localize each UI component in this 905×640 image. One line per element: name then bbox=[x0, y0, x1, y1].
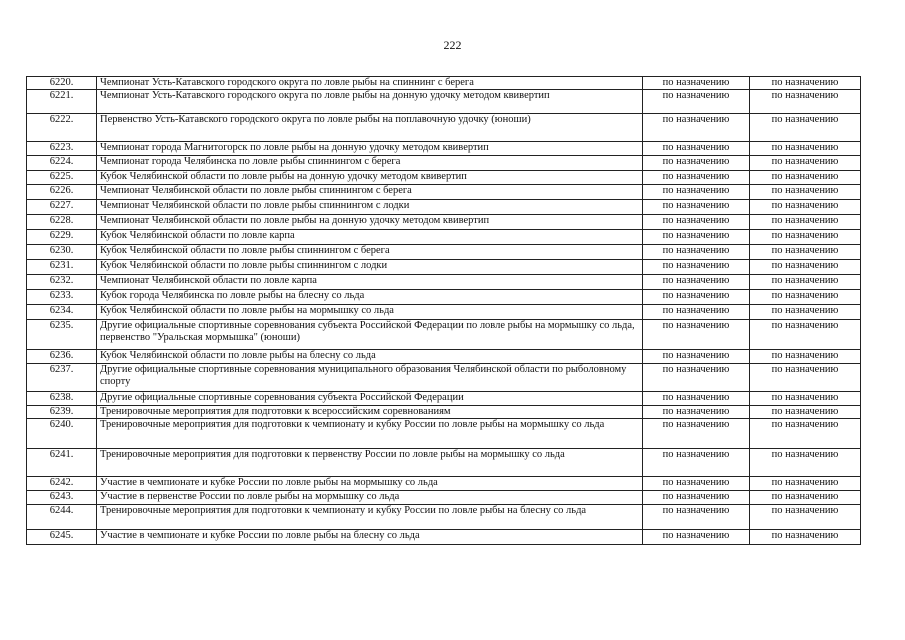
value-col1: по назначению bbox=[643, 142, 750, 156]
table-row bbox=[27, 406, 861, 419]
event-name: Тренировочные мероприятия для подготовки к чемпионату и кубку России по ловле рыбы на блесну со льда bbox=[97, 504, 643, 529]
row-number: 6234. bbox=[27, 305, 97, 320]
value-col1: по назначению bbox=[643, 156, 750, 171]
event-name: Кубок Челябинской области по ловле рыбы спиннингом с берега bbox=[97, 245, 643, 260]
table-row bbox=[27, 215, 861, 230]
sports-events-table bbox=[26, 76, 861, 545]
row-number: 6224. bbox=[27, 156, 97, 171]
value-col1: по назначению bbox=[643, 449, 750, 477]
value-col1: по назначению bbox=[643, 90, 750, 114]
row-number: 6240. bbox=[27, 419, 97, 449]
value-col1: по назначению bbox=[643, 200, 750, 215]
row-number: 6239. bbox=[27, 406, 97, 419]
value-col2: по назначению bbox=[750, 215, 861, 230]
value-col2: по назначению bbox=[750, 200, 861, 215]
value-col2: по назначению bbox=[750, 90, 861, 114]
row-number: 6243. bbox=[27, 491, 97, 504]
value-col1: по назначению bbox=[643, 364, 750, 392]
table-row bbox=[27, 114, 861, 142]
table-row bbox=[27, 171, 861, 185]
event-name: Первенство Усть-Катавского городского округа по ловле рыбы на поплавочную удочку (юноши) bbox=[97, 114, 643, 142]
table-row bbox=[27, 320, 861, 350]
value-col1: по назначению bbox=[643, 215, 750, 230]
value-col2: по назначению bbox=[750, 504, 861, 529]
table-row bbox=[27, 364, 861, 392]
value-col1: по назначению bbox=[643, 290, 750, 305]
event-name: Другие официальные спортивные соревнования субъекта Российской Федерации по ловле рыбы на мормышку со льда, первенство "Уральская мормышка" (юноши) bbox=[97, 320, 643, 350]
table-row bbox=[27, 142, 861, 156]
table-row bbox=[27, 245, 861, 260]
event-name: Участие в чемпионате и кубке России по ловле рыбы на блесну со льда bbox=[97, 529, 643, 544]
event-name: Участие в чемпионате и кубке России по ловле рыбы на мормышку со льда bbox=[97, 477, 643, 491]
value-col2: по назначению bbox=[750, 260, 861, 275]
value-col2: по назначению bbox=[750, 406, 861, 419]
value-col1: по назначению bbox=[643, 491, 750, 504]
value-col2: по назначению bbox=[750, 156, 861, 171]
value-col1: по назначению bbox=[643, 529, 750, 544]
row-number: 6226. bbox=[27, 185, 97, 200]
table-row bbox=[27, 305, 861, 320]
value-col1: по назначению bbox=[643, 171, 750, 185]
table-row bbox=[27, 275, 861, 290]
event-name: Участие в первенстве России по ловле рыбы на мормышку со льда bbox=[97, 491, 643, 504]
event-name: Чемпионат Усть-Катавского городского округа по ловле рыбы на донную удочку методом квивертип bbox=[97, 90, 643, 114]
event-name: Кубок города Челябинска по ловле рыбы на блесну со льда bbox=[97, 290, 643, 305]
value-col1: по назначению bbox=[643, 419, 750, 449]
value-col2: по назначению bbox=[750, 185, 861, 200]
event-name: Чемпионат Челябинской области по ловле рыбы спиннингом с лодки bbox=[97, 200, 643, 215]
value-col1: по назначению bbox=[643, 320, 750, 350]
row-number: 6242. bbox=[27, 477, 97, 491]
row-number: 6222. bbox=[27, 114, 97, 142]
row-number: 6244. bbox=[27, 504, 97, 529]
event-name: Чемпионат города Магнитогорск по ловле рыбы на донную удочку методом квивертип bbox=[97, 142, 643, 156]
value-col1: по назначению bbox=[643, 350, 750, 364]
value-col2: по назначению bbox=[750, 275, 861, 290]
value-col2: по назначению bbox=[750, 245, 861, 260]
table-row bbox=[27, 260, 861, 275]
event-name: Другие официальные спортивные соревнования муниципального образования Челябинской области по рыболовному спорту bbox=[97, 364, 643, 392]
row-number: 6225. bbox=[27, 171, 97, 185]
value-col1: по назначению bbox=[643, 260, 750, 275]
event-name: Кубок Челябинской области по ловле рыбы спиннингом с лодки bbox=[97, 260, 643, 275]
event-name: Чемпионат Челябинской области по ловле рыбы на донную удочку методом квивертип bbox=[97, 215, 643, 230]
table-row bbox=[27, 449, 861, 477]
value-col2: по назначению bbox=[750, 364, 861, 392]
value-col1: по назначению bbox=[643, 477, 750, 491]
value-col2: по назначению bbox=[750, 114, 861, 142]
row-number: 6223. bbox=[27, 142, 97, 156]
row-number: 6236. bbox=[27, 350, 97, 364]
page-number: 222 bbox=[443, 38, 462, 52]
value-col2: по назначению bbox=[750, 350, 861, 364]
row-number: 6241. bbox=[27, 449, 97, 477]
table-row bbox=[27, 90, 861, 114]
table-row bbox=[27, 491, 861, 504]
event-name: Чемпионат Челябинской области по ловле рыбы спиннингом с берега bbox=[97, 185, 643, 200]
value-col2: по назначению bbox=[750, 529, 861, 544]
event-name: Кубок Челябинской области по ловле рыбы на блесну со льда bbox=[97, 350, 643, 364]
value-col2: по назначению bbox=[750, 230, 861, 245]
value-col1: по назначению bbox=[643, 77, 750, 90]
value-col2: по назначению bbox=[750, 491, 861, 504]
value-col1: по назначению bbox=[643, 504, 750, 529]
value-col1: по назначению bbox=[643, 305, 750, 320]
value-col2: по назначению bbox=[750, 320, 861, 350]
event-name: Кубок Челябинской области по ловле рыбы на донную удочку методом квивертип bbox=[97, 171, 643, 185]
row-number: 6227. bbox=[27, 200, 97, 215]
row-number: 6235. bbox=[27, 320, 97, 350]
value-col1: по назначению bbox=[643, 275, 750, 290]
value-col2: по назначению bbox=[750, 142, 861, 156]
table-row bbox=[27, 392, 861, 406]
value-col2: по назначению bbox=[750, 392, 861, 406]
value-col2: по назначению bbox=[750, 77, 861, 90]
row-number: 6233. bbox=[27, 290, 97, 305]
value-col1: по назначению bbox=[643, 406, 750, 419]
event-name: Чемпионат Усть-Катавского городского округа по ловле рыбы на спиннинг с берега bbox=[97, 77, 643, 90]
event-name: Чемпионат Челябинской области по ловле карпа bbox=[97, 275, 643, 290]
event-name: Тренировочные мероприятия для подготовки к чемпионату и кубку России по ловле рыбы на мормышку со льда bbox=[97, 419, 643, 449]
value-col1: по назначению bbox=[643, 245, 750, 260]
event-name: Тренировочные мероприятия для подготовки к всероссийским соревнованиям bbox=[97, 406, 643, 419]
event-name: Тренировочные мероприятия для подготовки к первенству России по ловле рыбы на мормышку со льда bbox=[97, 449, 643, 477]
value-col1: по назначению bbox=[643, 392, 750, 406]
row-number: 6232. bbox=[27, 275, 97, 290]
event-name: Кубок Челябинской области по ловле карпа bbox=[97, 230, 643, 245]
row-number: 6228. bbox=[27, 215, 97, 230]
table-row bbox=[27, 419, 861, 449]
value-col2: по назначению bbox=[750, 171, 861, 185]
event-name: Чемпионат города Челябинска по ловле рыбы спиннингом с берега bbox=[97, 156, 643, 171]
event-name: Другие официальные спортивные соревнования субъекта Российской Федерации bbox=[97, 392, 643, 406]
value-col2: по назначению bbox=[750, 449, 861, 477]
value-col1: по назначению bbox=[643, 230, 750, 245]
value-col2: по назначению bbox=[750, 305, 861, 320]
row-number: 6237. bbox=[27, 364, 97, 392]
event-name: Кубок Челябинской области по ловле рыбы на мормышку со льда bbox=[97, 305, 643, 320]
table-row bbox=[27, 350, 861, 364]
row-number: 6229. bbox=[27, 230, 97, 245]
value-col2: по назначению bbox=[750, 290, 861, 305]
row-number: 6238. bbox=[27, 392, 97, 406]
table-row bbox=[27, 200, 861, 215]
table-row bbox=[27, 290, 861, 305]
row-number: 6231. bbox=[27, 260, 97, 275]
table-row bbox=[27, 504, 861, 529]
row-number: 6221. bbox=[27, 90, 97, 114]
value-col2: по назначению bbox=[750, 477, 861, 491]
value-col1: по назначению bbox=[643, 185, 750, 200]
table-row bbox=[27, 529, 861, 544]
table-row bbox=[27, 77, 861, 90]
table-row bbox=[27, 230, 861, 245]
row-number: 6230. bbox=[27, 245, 97, 260]
table-row bbox=[27, 477, 861, 491]
value-col1: по назначению bbox=[643, 114, 750, 142]
row-number: 6220. bbox=[27, 77, 97, 90]
table-row bbox=[27, 185, 861, 200]
row-number: 6245. bbox=[27, 529, 97, 544]
table-row bbox=[27, 156, 861, 171]
value-col2: по назначению bbox=[750, 419, 861, 449]
